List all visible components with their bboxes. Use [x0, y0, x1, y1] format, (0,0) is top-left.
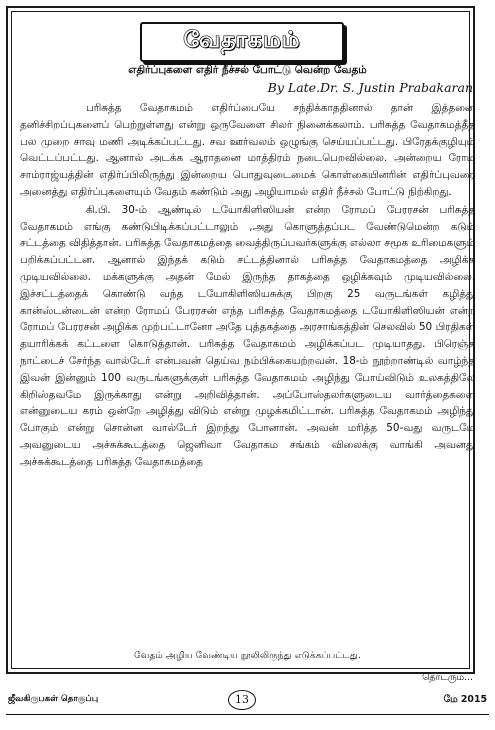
page-footer: [6, 690, 489, 712]
author-byline: By Late.Dr. S. Justin Prabakaran: [267, 80, 473, 95]
paragraph-2: கி.பி. 30-ம் ஆண்டில் டயோகிளிஸியன் என்ற ரோமப் பேரரசன் பரிசுத்த வேதாகமம் எங்கு கண்டுபிடிக்கப்பட்டாலும் ,அது கொளுத்தப்பட வேண்டுமென்ற கடும் சட்டத்தை விதித்தான். பரிசுத்த வேதாகமத்தை வைத்திருப்பவர்களுக்கு எல்லா சமூக உரிமைகளும் பறிக்கப்பட்டன. ஆனால் இந்தக் கடும் சட்டத்தினால் பரிசுத்த வேதாகமத்தை அழிக்க முடியவில்லை. மக்களுக்கு அதன் மேல் இருந்த தாகத்தை ஒழிக்கவும் முடியவில்லை. இச்சட்டத்தைக் கொண்டு வந்த டயோகிளிஸியசுக்கு பிறகு 25 வருடங்கள் கழித்து கான்ஸ்டன்டைன் என்ற ரோமப் பேரரசன் எந்த பரிசுத்த வேதாகமத்தை டயோகிளிஸியன் என்ற ரோமப் பேரரசன் அழிக்க முற்பட்டானோ அதே புத்தகத்தை அரசாங்கத்தின் செலவில் 50 பிரதிகள் தயாரிக்கக் கட்டளை கொடுத்தான். பரிசுத்த வேதாகமம் அழிக்கப்பட முடியாதது. பிரெஞ்சு நாட்டைச் சேர்ந்த வால்டேர் என்பவன் தெய்வ நம்பிக்கையற்றவன். 18-ம் நூற்றாண்டில் வாழ்ந்த இவன் இன்னும் 100 வருடங்களுக்குள் பரிசுத்த வேதாகமம் அழிந்து போய்விடும் உலகத்திலே கிறிஸ்தவமே இருக்காது என்று அறிவித்தான். அப்போஸ்தலர்களுடைய வார்த்தைகளை என்னுடைய கரம் ஒன்றே அழித்து விடும் என்று முழக்கமிட்டான். பரிசுத்த வேதாகமம் அழிந்து போகும் என்று சொன்ன வால்டேர் இறந்து போனான். அவன் மரித்த 50-வது வருடமே அவனுடைய அச்சுக்கூடத்தை ஜெனிவா வேதாகம சங்கம் விலைக்கு வாங்கி அவனது அச்சுக்கூடத்தை பரிசுத்த வேதாகமத்தை: [20, 203, 475, 468]
magazine-name: ஜீவகிருபகள் தொகுப்பு: [8, 694, 99, 704]
article-body: [20, 100, 475, 471]
title-banner: [140, 22, 344, 62]
article-subtitle: எதிர்ப்புகளை எதிர் நீச்சல் போட்டு வென்ற வேதம்: [128, 64, 367, 76]
footer-rule: [6, 714, 489, 715]
continued-label: தொடரும்...: [422, 672, 473, 683]
paragraph-1: பரிசுத்த வேதாகமம் எதிர்ப்பையே சந்திக்காததினால் தான் இத்தனை தனிச்சிறப்புகளைப் பெற்றுள்ளது என்று ஒருவேளை சிலர் நினைக்கலாம். பரிசுத்த வேதாகமத்தீத பல முறை சாவு மணி அடிக்கப்பட்டது. சவ ஊர்வலம் ஒழுங்கு செய்யப்பட்டது. பிரேதக்குழியும் வெட்டப்பட்டது. ஆனால் அடக்க ஆராதனை மாத்திரம் நடைபெறவில்லை. அன்றைய ரோம சாம்ராஜ்யத்தின் எதிர்ப்பிலிருந்து இன்றைய பொதுவுடைமைக் கொள்கையினரின் எதிர்ப்புவரை அனைத்து எதிர்ப்புகளையும் வேதம் கண்டும் அது அழியாமல் எதிர் நீச்சல் போட்டு நிற்கிறது.: [20, 102, 475, 198]
page-number: 13: [228, 690, 256, 710]
issue-date: மே 2015: [443, 694, 487, 705]
source-note: வேதம் அழிய வேண்டிய நூலிலிருந்து எடுக்கப்பட்டது.: [134, 650, 361, 661]
page-title: வேதாகமம்: [183, 28, 301, 53]
